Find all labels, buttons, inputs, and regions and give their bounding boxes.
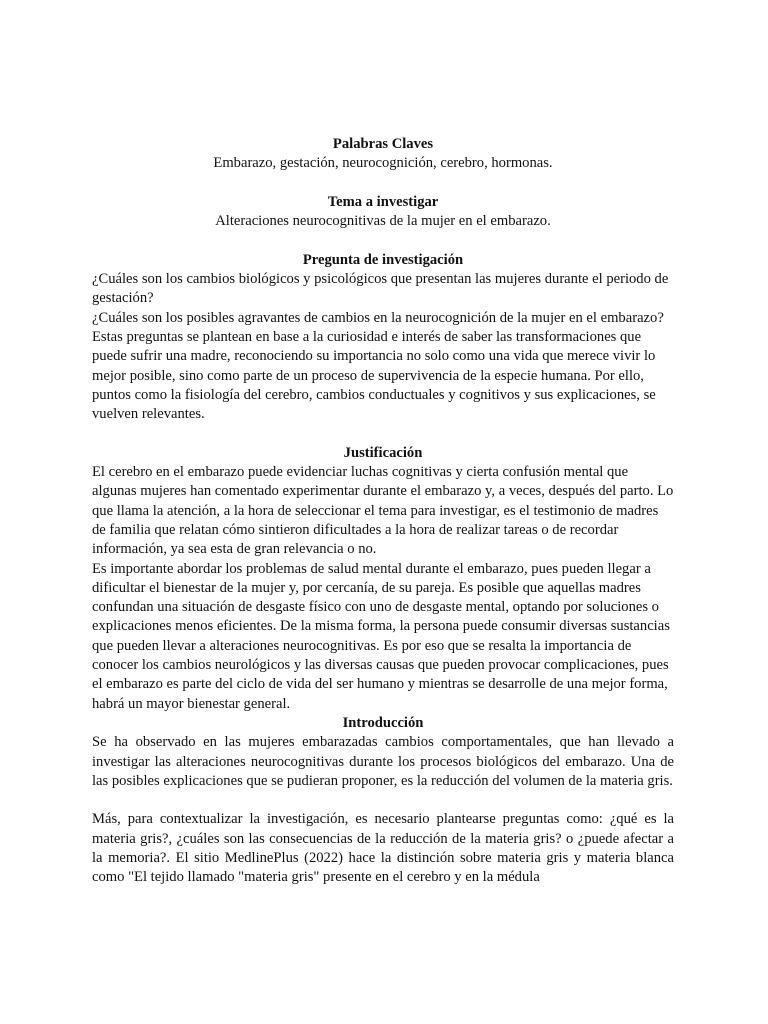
introduction-paragraph-2: Más, para contextualizar la investigación, es necesario plantearse preguntas como: ¿qué es la materia gris?, ¿cuáles son las consecuencias de la reducción de la materia gris? o ¿puede afectar a la memoria?. El sitio MedlinePlus (2022) hace la distinción sobre materia gris y materia blanca como "El tejido llamado "materia gris" presente en el cerebro y en la médula (92, 811, 674, 886)
keywords-heading: Palabras Claves (332, 136, 434, 152)
research-question-1: ¿Cuáles son los cambios biológicos y psicológicos que presentan las mujeres durante el periodo de gestación? (92, 271, 669, 307)
spacer (92, 791, 674, 810)
topic-text: Alteraciones neurocognitivas de la mujer en el embarazo. (215, 213, 551, 230)
keywords-text: Embarazo, gestación, neurocognición, cerebro, hormonas. (213, 155, 553, 172)
spacer (92, 174, 674, 193)
justification-paragraph-2: Es importante abordar los problemas de salud mental durante el embarazo, pues pueden llegar a dificultar el bienestar de la mujer y, por cercanía, de su pareja. Es posible que aquellas madres confundan una situación de desgaste físico con uno de desgaste mental, optando por soluciones o explicaciones menos eficientes. De la misma forma, la persona puede consumir diversas sustancias que pueden llevar a alteraciones neurocognitivas. Es por eso que se resalta la importancia de conocer los cambios neurológicos y las diversas causas que pueden provocar complicaciones, pues el embarazo es parte del ciclo de vida del ser humano y mientras se desarrolle de una mejor forma, habrá un mayor bienestar general. (92, 560, 670, 712)
spacer (92, 424, 674, 443)
justification-heading: Justificación (343, 444, 423, 461)
document-page (92, 135, 674, 888)
research-question-2: ¿Cuáles son los posibles agravantes de cambios en la neurocognición de la mujer en el embarazo? (92, 309, 664, 326)
topic-heading: Tema a investigar (327, 193, 439, 210)
research-question-heading: Pregunta de investigación (302, 251, 464, 268)
introduction-paragraph-1: Se ha observado en las mujeres embarazadas cambios comportamentales, que han llevado a investigar las alteraciones neurocognitivas durante los procesos biológicos del embarazo. Una de las posibles explicaciones que se pudieran proponer, es la reducción del volumen de la materia gris. (92, 734, 674, 789)
research-question-rationale: Estas preguntas se plantean en base a la curiosidad e interés de saber las transformaciones que puede sufrir una madre, reconociendo su importancia no solo como una vida que merece vivir lo mejor posible, sino como parte de un proceso de supervivencia de la especie humana. Por ello, puntos como la fisiología del cerebro, cambios conductuales y cognitivos y sus explicaciones, se vuelven relevantes. (92, 328, 656, 423)
justification-paragraph-1: El cerebro en el embarazo puede evidenciar luchas cognitivas y cierta confusión mental que algunas mujeres han comentado experimentar durante el embarazo y, a veces, después del parto. Lo que llama la atención, a la hora de seleccionar el tema para investigar, es el testimonio de madres de familia que relatan cómo sintieron dificultades a la hora de realizar tareas o de recordar información, ya sea esta de gran relevancia o no. (92, 464, 674, 558)
introduction-heading: Introducción (342, 714, 424, 731)
spacer (92, 231, 674, 250)
